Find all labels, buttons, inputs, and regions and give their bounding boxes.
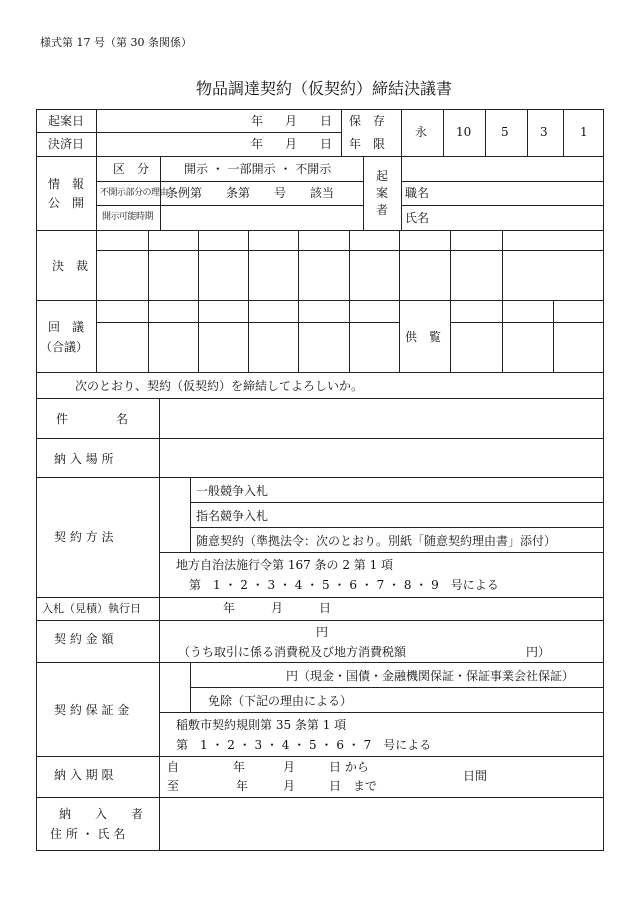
supplier-label: 納 入 者 xyxy=(59,807,144,821)
deposit-rule-items[interactable]: 第 1 ・ 2 ・ 3 ・ 4 ・ 5 ・ 6 ・ 7 号による xyxy=(176,738,432,752)
method-checkbox-nominated[interactable] xyxy=(162,505,188,525)
retention-label: 保 存 xyxy=(349,114,386,128)
bid-date-label: 入札（見積）執行日 xyxy=(42,602,141,615)
form-number: 様式第 17 号（第 30 条関係） xyxy=(40,36,192,49)
supplier-sublabel: 住 所 ・ 氏 名 xyxy=(50,827,126,841)
deposit-option-exempt: 免除（下記の理由による） xyxy=(208,694,353,708)
deposit-checkbox-amount[interactable] xyxy=(162,665,188,685)
amount-label: 契 約 金 額 xyxy=(54,632,114,646)
method-option-general: 一般競争入札 xyxy=(196,484,269,498)
drafted-date-label: 起案日 xyxy=(48,114,85,128)
reason-value[interactable]: 条例第 条第 号 該当 xyxy=(166,186,335,200)
deposit-checkbox-exempt[interactable] xyxy=(162,690,188,710)
method-option-nominated: 指名競争入札 xyxy=(196,509,269,523)
position-label: 職名 xyxy=(405,186,430,200)
method-checkbox-general[interactable] xyxy=(162,480,188,500)
delivery-place-field[interactable] xyxy=(160,439,603,476)
circulation-sublabel: （合議） xyxy=(40,340,89,354)
retention-option-3[interactable]: 3 xyxy=(540,125,548,139)
period-days[interactable]: 日間 xyxy=(463,769,488,783)
method-label: 契 約 方 法 xyxy=(54,530,114,544)
deposit-option-amount[interactable]: 円（現金・国債・金融機関保証・保証事業会社保証） xyxy=(286,669,575,683)
item-name-field[interactable] xyxy=(160,399,603,437)
delivery-place-label: 納 入 場 所 xyxy=(54,452,114,466)
retention-label-2: 年 限 xyxy=(349,137,386,151)
retention-option-permanent[interactable]: 永 xyxy=(415,125,428,139)
disclosure-label: 情 報 xyxy=(48,177,85,191)
drafter-label-1: 起 xyxy=(376,169,389,183)
reason-label: 不開示部分の理由 xyxy=(100,188,169,198)
category-options[interactable]: 開示 ・ 一部開示 ・ 不開示 xyxy=(184,162,332,176)
retention-option-5[interactable]: 5 xyxy=(501,125,509,139)
item-name-label: 件 名 xyxy=(56,412,129,426)
method-law-items[interactable]: 第 1 ・ 2 ・ 3 ・ 4 ・ 5 ・ 6 ・ 7 ・ 8 ・ 9 号による xyxy=(189,578,499,592)
delivery-period-label: 納 入 期 限 xyxy=(54,768,114,782)
circulation-label: 回 議 xyxy=(48,320,85,334)
method-law: 地方自治法施行令第 167 条の 2 第 1 項 xyxy=(176,558,394,572)
drafter-label-2: 案 xyxy=(376,186,389,200)
bid-date-field[interactable]: 年 月 日 xyxy=(223,601,332,615)
retention-option-10[interactable]: 10 xyxy=(456,125,472,139)
method-option-private: 随意契約（準拠法令：次のとおり。別紙「随意契約理由書」添付） xyxy=(196,534,557,548)
category-label: 区 分 xyxy=(113,162,150,176)
retention-option-1[interactable]: 1 xyxy=(580,125,588,139)
amount-tax[interactable]: （うち取引に係る消費税及び地方消費税額 円） xyxy=(178,645,551,659)
inspection-label: 供 覧 xyxy=(405,330,442,344)
name-label: 氏名 xyxy=(405,211,430,225)
approval-label: 決 裁 xyxy=(52,259,89,273)
supplier-field[interactable] xyxy=(160,798,603,850)
resolution-text: 次のとおり、契約（仮契約）を締結してよろしいか。 xyxy=(75,379,364,393)
possible-date-label: 開示可能時期 xyxy=(102,212,154,222)
deposit-rule: 稲敷市契約規則第 35 条第 1 項 xyxy=(176,718,347,732)
drafter-label-3: 者 xyxy=(376,203,389,217)
page-title: 物品調達契約（仮契約）締結決議書 xyxy=(196,79,453,98)
deposit-label: 契 約 保 証 金 xyxy=(54,703,130,717)
method-checkbox-private[interactable] xyxy=(162,530,188,550)
amount-unit[interactable]: 円 xyxy=(316,625,329,639)
decided-date-label: 決済日 xyxy=(48,137,85,151)
disclosure-label-2: 公 開 xyxy=(48,196,85,210)
